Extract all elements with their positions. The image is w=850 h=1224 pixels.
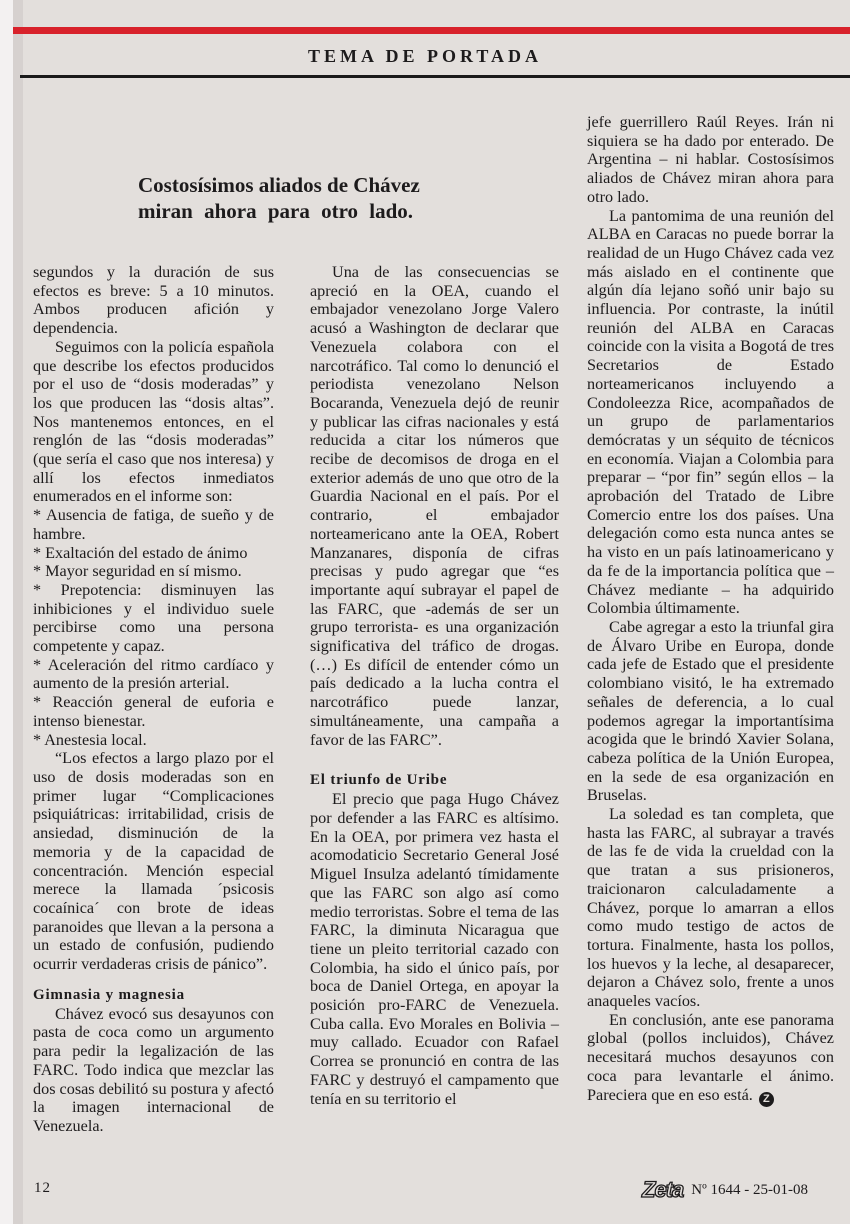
list-item: * Anestesia local. bbox=[33, 730, 147, 749]
article-column-3 bbox=[587, 113, 834, 1107]
headline-line-2: miran ahora para otro lado. bbox=[138, 199, 414, 223]
paragraph: Chávez evocó sus desayunos con pasta de coca como un argumento para pedir la legalización de las FARC. Todo indica que mezclar las dos cosas debilitó su postura y afectó la imagen internacional de Venezuela. bbox=[33, 1004, 274, 1135]
paragraph: jefe guerrillero Raúl Reyes. Irán ni siquiera se ha dado por enterado. De Argentina – ni hablar. Costosísimos aliados de Chávez miran ahora para otro lado. bbox=[587, 113, 834, 206]
page-edge bbox=[0, 0, 13, 1224]
subheading: Gimnasia y magnesia bbox=[33, 986, 185, 1003]
list-item: * Mayor seguridad en sí mismo. bbox=[33, 562, 242, 581]
paragraph: Cabe agregar a esto la triunfal gira de Álvaro Uribe en Europa, donde cada jefe de Estado que el presidente colombiano visitó, le ha extremado señales de deferencia, a lo cual podemos agregar la importantísima acogida que le brindó Xavier Solana, cabeza política de la Unión Europea, en la sede de esa organización en Bruselas. bbox=[587, 617, 834, 805]
page-gutter-shadow bbox=[13, 0, 23, 1224]
closing-text: En conclusión, ante ese panorama global (pollos incluidos), Chávez necesitará muchos desayunos con coca para levantarle el ánimo. Pareciera que en eso está. bbox=[587, 1010, 834, 1104]
article-column-2 bbox=[310, 263, 559, 1108]
paragraph bbox=[587, 1011, 834, 1107]
list-item: * Aceleración del ritmo cardíaco y aumento de la presión arterial. bbox=[33, 655, 274, 693]
red-header-rule bbox=[13, 27, 850, 34]
list-item: * Ausencia de fatiga, de sueño y de hambre. bbox=[33, 506, 274, 543]
list-item: * Prepotencia: disminuyen las inhibiciones y el individuo suele percibirse como una persona competente y capaz. bbox=[33, 580, 274, 656]
paragraph: El precio que paga Hugo Chávez por defender a las FARC es altísimo. En la OEA, por primera vez hasta el acomodaticio Secretario General José Miguel Insulza adelantó tímidamente que las FARC son algo así como medio terroristas. Sobre el tema de las FARC, la diminuta Nicaragua que tiene un pleito territorial cazado con Colombia, ha sido el único país, por boca de Daniel Ortega, en apoyar la posición pro-FARC de Venezuela. Cuba calla. Evo Morales en Bolivia – muy callado. Ecuador con Rafael Correa se pronunció en contra de las FARC y destruyó el campamento que tenía en su territorio el bbox=[310, 790, 559, 1108]
paragraph: “Los efectos a largo plazo por el uso de dosis moderadas son en primer lugar “Complicaciones psiquiátricas: irritabilidad, crisis de ansiedad, disminución de la memoria y de la capacidad de concentración. Mención especial merece la llamada ´psicosis cocaínica´ con brote de ideas paranoides que llevan a la persona a un estado de confusión, pudiendo ocurrir verdaderas crisis de pánico”. bbox=[33, 749, 274, 974]
subheading: El triunfo de Uribe bbox=[310, 772, 448, 789]
issue-info: Nº 1644 - 25-01-08 bbox=[691, 1181, 808, 1198]
list-item: * Exaltación del estado de ánimo bbox=[33, 543, 248, 562]
paragraph: La pantomima de una reunión del ALBA en Caracas no puede borrar la realidad de un Hugo Chávez cada vez más aislado en el continente que algún día lejano soñó unir bajo su influencia. Por contraste, la inútil reunión del ALBA en Caracas coincide con la visita a Bogotá de tres Secretarios de Estado norteamericanos incluyendo a Condoleezza Rice, acompañados de un grupo de parlamentarios demócratas y un séquito de técnicos en economía. Viajan a Colombia para preparar – “por fin” según ellos – la aprobación del Tratado de Libre Comercio entre los dos países. Una delegación como esta nunca antes se ha visto en un país latinoamericano y da fe de la importancia política que – Chávez mediante – ha adquirido Colombia últimamente. bbox=[587, 206, 834, 618]
end-mark-icon: Z bbox=[759, 1092, 774, 1107]
list-item: * Reacción general de euforia e intenso bienestar. bbox=[33, 693, 274, 730]
page-number: 12 bbox=[34, 1180, 51, 1196]
section-title: TEMA DE PORTADA bbox=[307, 46, 543, 66]
paragraph: La soledad es tan completa, que hasta las FARC, al subrayar a través de las fe de vida la crueldad con la que tratan a sus prisioneros, traicionaron calculadamente a Chávez, porque lo amarran a ellos como mudo testigo de actos de tortura. Finalmente, hasta los pollos, los huevos y la leche, al desaparecer, dejaron a Chávez solo, frente a unos anaqueles vacíos. bbox=[587, 805, 834, 1011]
headline-line-1: Costosísimos aliados de Chávez bbox=[138, 173, 420, 197]
header-divider bbox=[20, 75, 850, 78]
paragraph: Seguimos con la policía española que describe los efectos producidos por el uso de “dosis moderadas” y los que producen las “dosis altas”. Nos mantenemos entonces, en el renglón de las “dosis moderadas” (que sería el caso que nos interesa) y allí los efectos inmediatos enumerados en el informe son: bbox=[33, 337, 274, 506]
paragraph: Una de las consecuencias se apreció en la OEA, cuando el embajador venezolano Jorge Valero acusó a Washington de declarar que Venezuela colabora con el narcotráfico. Tal como lo denunció el periodista venezolano Nelson Bocaranda, Venezuela dejó de reunir y publicar las cifras nacionales y está reducida a citar los números que recibe de decomisos de droga en el exterior además de uno que otro de la Guardia Nacional en el país. Por el contrario, el embajador norteamericano ante la OEA, Robert Manzanares, disponía de cifras precisas y pudo agregar que “es importante aquí subrayar el papel de las FARC, que -además de ser un grupo terrorista- es una organización significativa del tráfico de drogas. (…) Es difícil de entender cómo un país dedicado a la lucha contra el narcotráfico puede lanzar, simultáneamente, una campaña a favor de las FARC”. bbox=[310, 263, 559, 749]
pull-quote-headline bbox=[138, 172, 458, 224]
zeta-logo: Zeta bbox=[642, 1177, 684, 1202]
paragraph: segundos y la duración de sus efectos es breve: 5 a 10 minutos. Ambos producen afición y dependencia. bbox=[33, 263, 274, 338]
footer-issue bbox=[642, 1177, 808, 1202]
article-column-1 bbox=[33, 263, 274, 1136]
